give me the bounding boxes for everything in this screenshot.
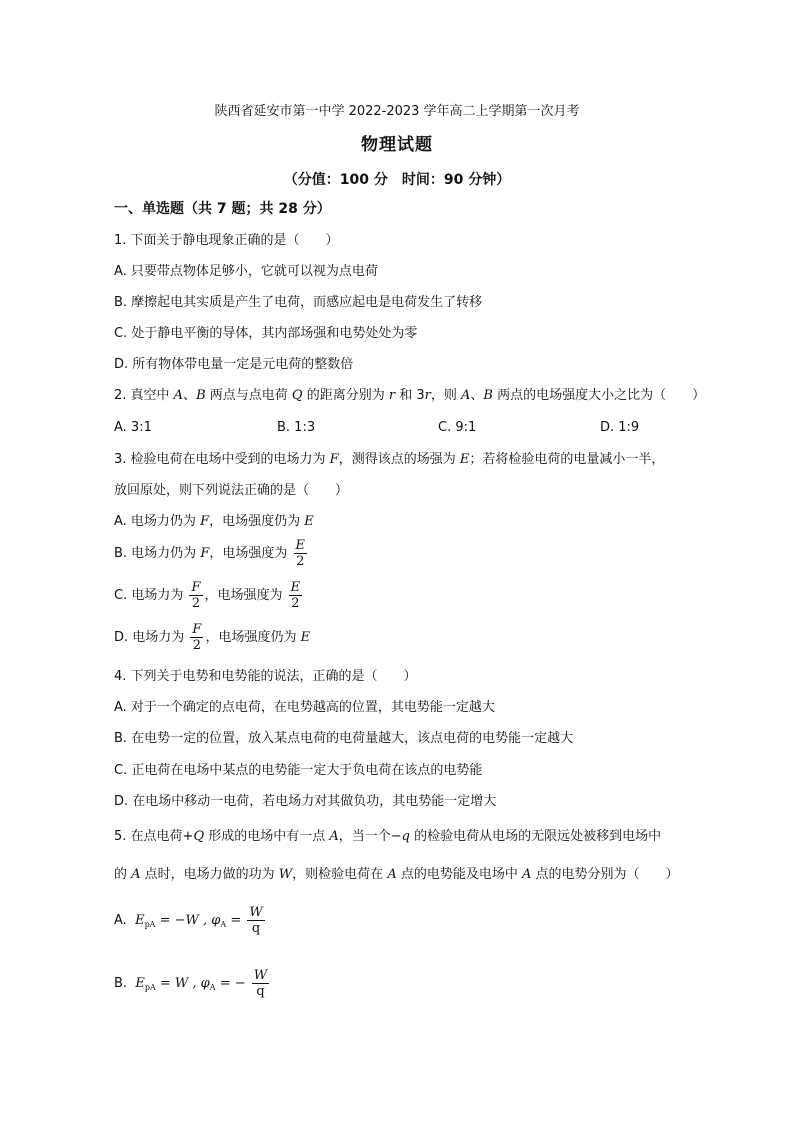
fraction-w-over-q: $\frac{W}{q}$ [249, 905, 263, 936]
fraction-w-over-q: $\frac{W}{q}$ [253, 968, 268, 999]
q4-option-d: D. 在电场中移动一电荷，若电场力对其做负功，其电势能一定增大 [114, 794, 497, 809]
q5-stem-line1: 5. 在点电荷+Q 形成的电场中有一点 A，当一个−q 的检验电荷从电场的无限远处被移到电场中 [114, 829, 662, 844]
school-header: 陕西省延安市第一中学 2022-2023 学年高二上学期第一次月考 [214, 104, 580, 119]
formula-ep-b: $E_{pA} = W$ , $\varphi_A$ = − [135, 976, 246, 992]
formula-ep-a: $E_{pA} = -W$ , $\varphi_A$ = [135, 913, 242, 929]
q5-option-b: B. $E_{pA} = W$ , $\varphi_A$ = − $\frac{W}{q}$ [114, 968, 268, 999]
q3-option-c: C. 电场力为 $\frac{F}{2}$ ，电场强度为 $\frac{E}{2}$ [114, 580, 301, 611]
q4-option-b: B. 在电势一定的位置，放入某点电荷的电荷量越大，该点电荷的电势能一定越大 [114, 731, 574, 746]
q4-option-a: A. 对于一个确定的点电荷，在电势越高的位置，其电势能一定越大 [114, 700, 495, 715]
q1-option-a: A. 只要带点物体足够小，它就可以视为点电荷 [114, 264, 378, 279]
q5-stem-line2: 的 A 点时，电场力做的功为 W，则检验电荷在 A 点的电势能及电场中 A 点的电势分别为（ ） [114, 867, 679, 882]
exam-meta: （分值：100 分 时间：90 分钟） [283, 172, 511, 188]
q3-option-a: A. 电场力仍为 F，电场强度仍为 E [114, 514, 314, 529]
section-title: 一、单选题（共 7 题；共 28 分） [114, 201, 331, 217]
q1-option-b: B. 摩擦起电其实质是产生了电荷，而感应起电是电荷发生了转移 [114, 295, 483, 310]
fraction-e-over-2: $\frac{E}{2}$ [295, 538, 306, 569]
q3-option-b: B. 电场力仍为 F，电场强度为 $\frac{E}{2}$ [114, 538, 306, 569]
q1-stem: 1. 下面关于静电现象正确的是（ ） [114, 233, 339, 248]
page-title: 物理试题 [361, 135, 433, 155]
q5-option-a: A. $E_{pA} = -W$ , $\varphi_A$ = $\frac{W}{q}$ [114, 905, 263, 936]
q3-stem-line1: 3. 检验电荷在电场中受到的电场力为 F，测得该点的场强为 E；若将检验电荷的电量减小一半， [114, 452, 665, 467]
q1-option-c: C. 处于静电平衡的导体，其内部场强和电势处处为零 [114, 326, 418, 341]
fraction-e-over-2: $\frac{E}{2}$ [290, 580, 301, 611]
q2-option-a: A. 3:1 [114, 420, 152, 435]
q3-stem-line2: 放回原处，则下列说法正确的是（ ） [114, 483, 349, 498]
q2-option-b: B. 1:3 [277, 420, 316, 435]
q2-option-d: D. 1:9 [600, 420, 640, 435]
q1-option-d: D. 所有物体带电量一定是元电荷的整数倍 [114, 357, 354, 372]
fraction-f-over-2: $\frac{F}{2}$ [192, 622, 202, 653]
q3-option-d: D. 电场力为 $\frac{F}{2}$ ，电场强度仍为 E [114, 622, 311, 653]
q4-option-c: C. 正电荷在电场中某点的电势能一定大于负电荷在该点的电势能 [114, 763, 483, 778]
q2-stem: 2. 真空中 A、B 两点与点电荷 Q 的距离分别为 r 和 3r，则 A、B 两点的电场强度大小之比为（ ） [114, 388, 706, 403]
q2-option-c: C. 9:1 [438, 420, 477, 435]
q4-stem: 4. 下列关于电势和电势能的说法，正确的是（ ） [114, 669, 417, 684]
fraction-f-over-2: $\frac{F}{2}$ [191, 580, 201, 611]
